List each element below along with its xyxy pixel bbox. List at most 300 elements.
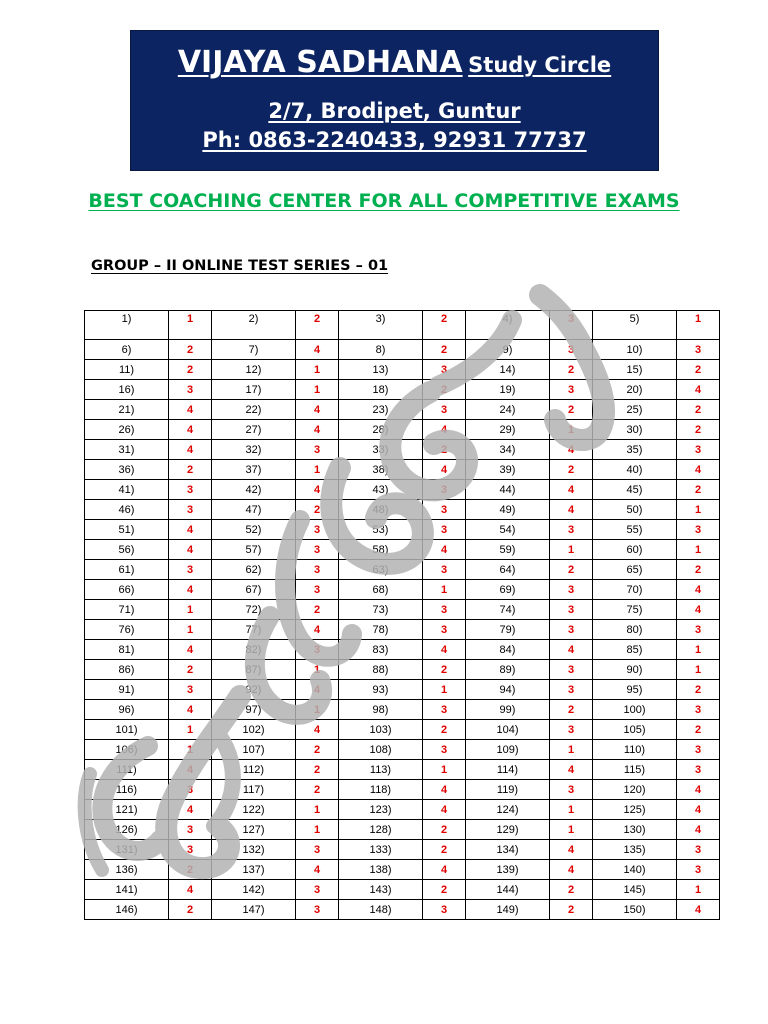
answer-option: 1	[550, 820, 593, 840]
answer-option: 3	[677, 840, 720, 860]
answer-option: 3	[423, 560, 466, 580]
answer-option: 2	[296, 760, 339, 780]
answer-key-row	[85, 480, 720, 500]
question-number: 13)	[339, 360, 423, 380]
question-number: 124)	[466, 800, 550, 820]
answer-option: 3	[423, 480, 466, 500]
answer-option: 3	[677, 620, 720, 640]
question-number: 59)	[466, 540, 550, 560]
question-number: 32)	[212, 440, 296, 460]
question-number: 39)	[466, 460, 550, 480]
answer-option: 2	[677, 420, 720, 440]
question-number: 141)	[85, 880, 169, 900]
question-number: 53)	[339, 520, 423, 540]
answer-option: 3	[550, 580, 593, 600]
answer-key-row	[85, 540, 720, 560]
question-number: 123)	[339, 800, 423, 820]
question-number: 47)	[212, 500, 296, 520]
question-number: 91)	[85, 680, 169, 700]
answer-option: 3	[423, 400, 466, 420]
answer-option: 4	[423, 780, 466, 800]
answer-option: 2	[169, 900, 212, 920]
question-number: 107)	[212, 740, 296, 760]
question-number: 7)	[212, 340, 296, 360]
answer-key-row	[85, 860, 720, 880]
answer-option: 2	[677, 480, 720, 500]
answer-option: 3	[550, 660, 593, 680]
answer-option: 2	[296, 780, 339, 800]
answer-option: 4	[169, 800, 212, 820]
question-number: 117)	[212, 780, 296, 800]
answer-option: 3	[423, 500, 466, 520]
question-number: 12)	[212, 360, 296, 380]
question-number: 61)	[85, 560, 169, 580]
question-number: 129)	[466, 820, 550, 840]
answer-option: 1	[677, 500, 720, 520]
question-number: 1)	[85, 311, 169, 340]
answer-option: 3	[296, 640, 339, 660]
answer-option: 1	[550, 800, 593, 820]
answer-option: 4	[550, 480, 593, 500]
answer-key-row	[85, 720, 720, 740]
question-number: 42)	[212, 480, 296, 500]
question-number: 90)	[593, 660, 677, 680]
answer-option: 2	[169, 360, 212, 380]
question-number: 119)	[466, 780, 550, 800]
answer-option: 4	[677, 780, 720, 800]
question-number: 5)	[593, 311, 677, 340]
answer-option: 4	[296, 400, 339, 420]
question-number: 50)	[593, 500, 677, 520]
answer-option: 2	[550, 400, 593, 420]
question-number: 145)	[593, 880, 677, 900]
answer-option: 2	[677, 360, 720, 380]
question-number: 44)	[466, 480, 550, 500]
answer-option: 3	[550, 311, 593, 340]
question-number: 116)	[85, 780, 169, 800]
answer-key-row	[85, 740, 720, 760]
answer-option: 3	[550, 720, 593, 740]
answer-option: 4	[296, 480, 339, 500]
question-number: 112)	[212, 760, 296, 780]
question-number: 126)	[85, 820, 169, 840]
question-number: 140)	[593, 860, 677, 880]
answer-key-row	[85, 400, 720, 420]
answer-option: 3	[169, 680, 212, 700]
answer-option: 4	[296, 860, 339, 880]
answer-option: 2	[423, 340, 466, 360]
question-number: 16)	[85, 380, 169, 400]
question-number: 139)	[466, 860, 550, 880]
answer-option: 4	[677, 900, 720, 920]
answer-option: 3	[169, 780, 212, 800]
answer-option: 4	[423, 420, 466, 440]
question-number: 133)	[339, 840, 423, 860]
answer-option: 1	[677, 640, 720, 660]
question-number: 58)	[339, 540, 423, 560]
answer-option: 2	[550, 700, 593, 720]
question-number: 9)	[466, 340, 550, 360]
question-number: 79)	[466, 620, 550, 640]
question-number: 125)	[593, 800, 677, 820]
question-number: 36)	[85, 460, 169, 480]
answer-option: 4	[423, 460, 466, 480]
answer-key-row	[85, 420, 720, 440]
answer-option: 4	[423, 800, 466, 820]
answer-option: 1	[677, 311, 720, 340]
answer-option: 3	[550, 600, 593, 620]
answer-option: 1	[677, 880, 720, 900]
question-number: 109)	[466, 740, 550, 760]
question-number: 27)	[212, 420, 296, 440]
answer-option: 2	[550, 900, 593, 920]
question-number: 3)	[339, 311, 423, 340]
question-number: 6)	[85, 340, 169, 360]
question-number: 131)	[85, 840, 169, 860]
answer-option: 4	[550, 440, 593, 460]
answer-option: 2	[423, 380, 466, 400]
question-number: 99)	[466, 700, 550, 720]
question-number: 34)	[466, 440, 550, 460]
question-number: 89)	[466, 660, 550, 680]
question-number: 30)	[593, 420, 677, 440]
answer-option: 2	[423, 880, 466, 900]
answer-key-row	[85, 840, 720, 860]
question-number: 135)	[593, 840, 677, 860]
question-number: 97)	[212, 700, 296, 720]
answer-key-row	[85, 560, 720, 580]
answer-option: 3	[550, 780, 593, 800]
answer-option: 2	[423, 311, 466, 340]
answer-option: 1	[296, 660, 339, 680]
question-number: 137)	[212, 860, 296, 880]
question-number: 45)	[593, 480, 677, 500]
question-number: 138)	[339, 860, 423, 880]
answer-option: 4	[677, 800, 720, 820]
question-number: 68)	[339, 580, 423, 600]
answer-option: 4	[550, 760, 593, 780]
question-number: 69)	[466, 580, 550, 600]
question-number: 85)	[593, 640, 677, 660]
answer-option: 4	[677, 580, 720, 600]
answer-key-row	[85, 620, 720, 640]
answer-option: 2	[423, 440, 466, 460]
tagline: BEST COACHING CENTER FOR ALL COMPETITIVE EXAMS	[88, 190, 680, 212]
question-number: 104)	[466, 720, 550, 740]
question-number: 18)	[339, 380, 423, 400]
answer-option: 1	[550, 740, 593, 760]
question-number: 80)	[593, 620, 677, 640]
question-number: 62)	[212, 560, 296, 580]
question-number: 78)	[339, 620, 423, 640]
question-number: 100)	[593, 700, 677, 720]
answer-option: 2	[296, 311, 339, 340]
answer-option: 3	[550, 620, 593, 640]
question-number: 24)	[466, 400, 550, 420]
question-number: 143)	[339, 880, 423, 900]
answer-key-row	[85, 460, 720, 480]
question-number: 71)	[85, 600, 169, 620]
question-number: 8)	[339, 340, 423, 360]
question-number: 70)	[593, 580, 677, 600]
question-number: 86)	[85, 660, 169, 680]
answer-option: 2	[423, 840, 466, 860]
question-number: 120)	[593, 780, 677, 800]
question-number: 66)	[85, 580, 169, 600]
answer-key-row	[85, 660, 720, 680]
answer-key-row	[85, 340, 720, 360]
answer-option: 1	[423, 760, 466, 780]
answer-option: 3	[677, 700, 720, 720]
answer-option: 2	[550, 880, 593, 900]
answer-option: 4	[169, 440, 212, 460]
question-number: 46)	[85, 500, 169, 520]
institute-name-main: VIJAYA SADHANA	[177, 45, 463, 80]
question-number: 122)	[212, 800, 296, 820]
answer-option: 3	[677, 440, 720, 460]
answer-option: 4	[296, 720, 339, 740]
answer-option: 2	[677, 720, 720, 740]
answer-option: 4	[677, 820, 720, 840]
answer-option: 4	[296, 680, 339, 700]
answer-option: 4	[423, 640, 466, 660]
question-number: 64)	[466, 560, 550, 580]
answer-option: 4	[423, 860, 466, 880]
answer-key-row	[85, 780, 720, 800]
question-number: 38)	[339, 460, 423, 480]
answer-option: 3	[296, 440, 339, 460]
answer-option: 1	[296, 380, 339, 400]
question-number: 14)	[466, 360, 550, 380]
answer-option: 1	[296, 360, 339, 380]
answer-key-row	[85, 800, 720, 820]
question-number: 2)	[212, 311, 296, 340]
answer-key-row	[85, 500, 720, 520]
answer-option: 4	[169, 880, 212, 900]
answer-option: 4	[169, 580, 212, 600]
question-number: 96)	[85, 700, 169, 720]
answer-option: 2	[296, 600, 339, 620]
answer-option: 3	[677, 520, 720, 540]
answer-key-row	[85, 360, 720, 380]
question-number: 35)	[593, 440, 677, 460]
answer-option: 3	[423, 620, 466, 640]
answer-option: 4	[677, 380, 720, 400]
answer-key-row	[85, 900, 720, 920]
answer-option: 4	[169, 540, 212, 560]
answer-option: 4	[423, 540, 466, 560]
answer-key-table	[84, 310, 720, 920]
answer-option: 1	[677, 540, 720, 560]
question-number: 81)	[85, 640, 169, 660]
answer-option: 1	[677, 660, 720, 680]
answer-option: 4	[169, 520, 212, 540]
answer-option: 3	[169, 820, 212, 840]
answer-option: 1	[169, 740, 212, 760]
answer-option: 3	[296, 560, 339, 580]
question-number: 74)	[466, 600, 550, 620]
question-number: 26)	[85, 420, 169, 440]
question-number: 43)	[339, 480, 423, 500]
answer-option: 1	[169, 620, 212, 640]
answer-option: 3	[296, 880, 339, 900]
question-number: 113)	[339, 760, 423, 780]
answer-option: 2	[169, 340, 212, 360]
answer-option: 1	[550, 420, 593, 440]
question-number: 37)	[212, 460, 296, 480]
question-number: 142)	[212, 880, 296, 900]
answer-option: 3	[296, 520, 339, 540]
question-number: 87)	[212, 660, 296, 680]
answer-option: 2	[296, 500, 339, 520]
question-number: 92)	[212, 680, 296, 700]
answer-key-row	[85, 520, 720, 540]
answer-option: 2	[550, 460, 593, 480]
question-number: 76)	[85, 620, 169, 640]
answer-option: 4	[550, 860, 593, 880]
question-number: 48)	[339, 500, 423, 520]
answer-option: 2	[169, 860, 212, 880]
answer-key-row	[85, 580, 720, 600]
answer-option: 3	[423, 740, 466, 760]
answer-option: 3	[550, 340, 593, 360]
answer-option: 1	[296, 460, 339, 480]
question-number: 19)	[466, 380, 550, 400]
answer-option: 2	[296, 740, 339, 760]
question-number: 148)	[339, 900, 423, 920]
answer-option: 1	[169, 600, 212, 620]
question-number: 33)	[339, 440, 423, 460]
answer-option: 1	[296, 700, 339, 720]
institute-phone: Ph: 0863-2240433, 92931 77737	[202, 128, 587, 152]
question-number: 128)	[339, 820, 423, 840]
answer-option: 4	[550, 840, 593, 860]
question-number: 127)	[212, 820, 296, 840]
answer-option: 1	[423, 680, 466, 700]
question-number: 51)	[85, 520, 169, 540]
answer-key-row	[85, 311, 720, 340]
question-number: 63)	[339, 560, 423, 580]
question-number: 77)	[212, 620, 296, 640]
answer-option: 3	[296, 580, 339, 600]
answer-option: 2	[423, 820, 466, 840]
answer-option: 4	[169, 640, 212, 660]
answer-option: 2	[677, 560, 720, 580]
answer-option: 2	[550, 560, 593, 580]
answer-key-row	[85, 760, 720, 780]
header-banner	[130, 30, 659, 171]
question-number: 146)	[85, 900, 169, 920]
institute-name-suffix: Study Circle	[468, 53, 612, 77]
answer-option: 2	[423, 720, 466, 740]
question-number: 52)	[212, 520, 296, 540]
answer-key-row	[85, 820, 720, 840]
question-number: 93)	[339, 680, 423, 700]
answer-key-row	[85, 600, 720, 620]
answer-option: 3	[423, 900, 466, 920]
answer-option: 3	[550, 680, 593, 700]
answer-option: 4	[296, 340, 339, 360]
question-number: 41)	[85, 480, 169, 500]
answer-option: 2	[550, 360, 593, 380]
answer-option: 3	[423, 600, 466, 620]
question-number: 103)	[339, 720, 423, 740]
question-number: 40)	[593, 460, 677, 480]
answer-option: 1	[169, 720, 212, 740]
question-number: 4)	[466, 311, 550, 340]
answer-key-row	[85, 380, 720, 400]
question-number: 72)	[212, 600, 296, 620]
answer-option: 4	[296, 620, 339, 640]
answer-option: 4	[677, 600, 720, 620]
answer-option: 1	[296, 820, 339, 840]
answer-option: 2	[423, 660, 466, 680]
question-number: 147)	[212, 900, 296, 920]
answer-option: 3	[677, 760, 720, 780]
question-number: 21)	[85, 400, 169, 420]
answer-option: 3	[423, 520, 466, 540]
answer-key-row	[85, 640, 720, 660]
answer-option: 3	[677, 340, 720, 360]
answer-option: 3	[296, 540, 339, 560]
question-number: 20)	[593, 380, 677, 400]
answer-key-row	[85, 700, 720, 720]
question-number: 101)	[85, 720, 169, 740]
question-number: 60)	[593, 540, 677, 560]
answer-option: 4	[550, 640, 593, 660]
question-number: 11)	[85, 360, 169, 380]
question-number: 15)	[593, 360, 677, 380]
answer-key-row	[85, 440, 720, 460]
question-number: 84)	[466, 640, 550, 660]
answer-option: 1	[296, 800, 339, 820]
question-number: 110)	[593, 740, 677, 760]
answer-option: 4	[677, 460, 720, 480]
question-number: 121)	[85, 800, 169, 820]
answer-option: 3	[169, 840, 212, 860]
question-number: 31)	[85, 440, 169, 460]
question-number: 65)	[593, 560, 677, 580]
question-number: 94)	[466, 680, 550, 700]
answer-option: 4	[169, 400, 212, 420]
answer-option: 3	[169, 380, 212, 400]
answer-option: 2	[677, 400, 720, 420]
answer-option: 3	[169, 480, 212, 500]
test-series-title: GROUP – II ONLINE TEST SERIES – 01	[91, 258, 389, 274]
institute-address: 2/7, Brodipet, Guntur	[268, 99, 521, 123]
question-number: 28)	[339, 420, 423, 440]
question-number: 132)	[212, 840, 296, 860]
question-number: 17)	[212, 380, 296, 400]
question-number: 115)	[593, 760, 677, 780]
question-number: 118)	[339, 780, 423, 800]
question-number: 22)	[212, 400, 296, 420]
answer-option: 3	[296, 900, 339, 920]
institute-name	[131, 43, 658, 87]
question-number: 49)	[466, 500, 550, 520]
question-number: 25)	[593, 400, 677, 420]
question-number: 130)	[593, 820, 677, 840]
answer-option: 2	[677, 680, 720, 700]
answer-option: 2	[169, 460, 212, 480]
answer-key-row	[85, 680, 720, 700]
answer-key-row	[85, 880, 720, 900]
question-number: 23)	[339, 400, 423, 420]
answer-option: 3	[423, 700, 466, 720]
question-number: 98)	[339, 700, 423, 720]
answer-option: 3	[677, 860, 720, 880]
answer-option: 3	[677, 740, 720, 760]
